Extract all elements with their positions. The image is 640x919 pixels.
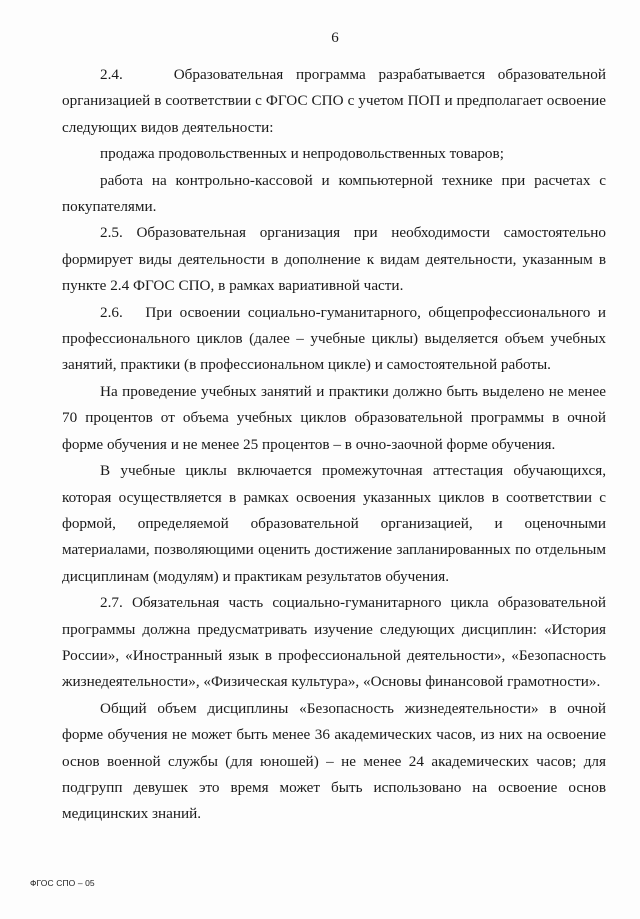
paragraph-2-5: 2.5. Образовательная организация при необходимости самостоятельно формирует виды деятельности в дополнение к видам деятельности, указанным в пункте 2.4 ФГОС СПО, в рамках вариативной части. (62, 224, 606, 295)
paragraph-2-4: 2.4. Образовательная программа разрабатывается образовательной организацией в соответствии с ФГОС СПО с учетом ПОП и предполагает освоение следующих видов деятельности: (62, 66, 606, 136)
paragraph-attestation: В учебные циклы включается промежуточная аттестация обучающихся, которая осуществляется в рамках освоения указанных циклов в соответствии с формой, определяемой образовательной организацией, и оценочными материалами, позволяющими оценить достижение запланированных по отдельным дисциплинам (модулям) и практикам результатов обучения. (62, 462, 606, 585)
paragraph-2-6: 2.6. При освоении социально-гуманитарного, общепрофессионального и профессионального циклов (далее – учебные циклы) выделяется объем учебных занятий, практики (в профессиональном цикле) и самостоятельной работы. (62, 303, 606, 374)
activity-item-sales: продажа продовольственных и непродовольственных товаров; (100, 145, 504, 163)
page-number: 6 (331, 30, 339, 46)
document-body (62, 62, 606, 828)
activity-item-cashier: работа на контрольно-кассовой и компьютерной технике при расчетах с покупателями. (62, 171, 606, 216)
paragraph-life-safety: Общий объем дисциплины «Безопасность жизнедеятельности» в очной форме обучения не может быть менее 36 академических часов, из них на освоение основ военной службы (для юношей) – не менее 24 академических часов; для подгрупп девушек это время может быть использовано на освоение основ медицинских знаний. (62, 699, 606, 823)
footer-standard-code: ФГОС СПО – 05 (30, 878, 95, 888)
paragraph-study-volume: На проведение учебных занятий и практики должно быть выделено не менее 70 процентов от объема учебных циклов образовательной программы в очной форме обучения и не менее 25 процентов – в очно-заочной форме обучения. (62, 382, 606, 453)
paragraph-2-7: 2.7. Обязательная часть социально-гуманитарного цикла образовательной программы должна предусматривать изучение следующих дисциплин: «История России», «Иностранный язык в профессиональной деятельности», «Безопасность жизнедеятельности», «Физическая культура», «Основы финансовой грамотности». (62, 594, 606, 691)
